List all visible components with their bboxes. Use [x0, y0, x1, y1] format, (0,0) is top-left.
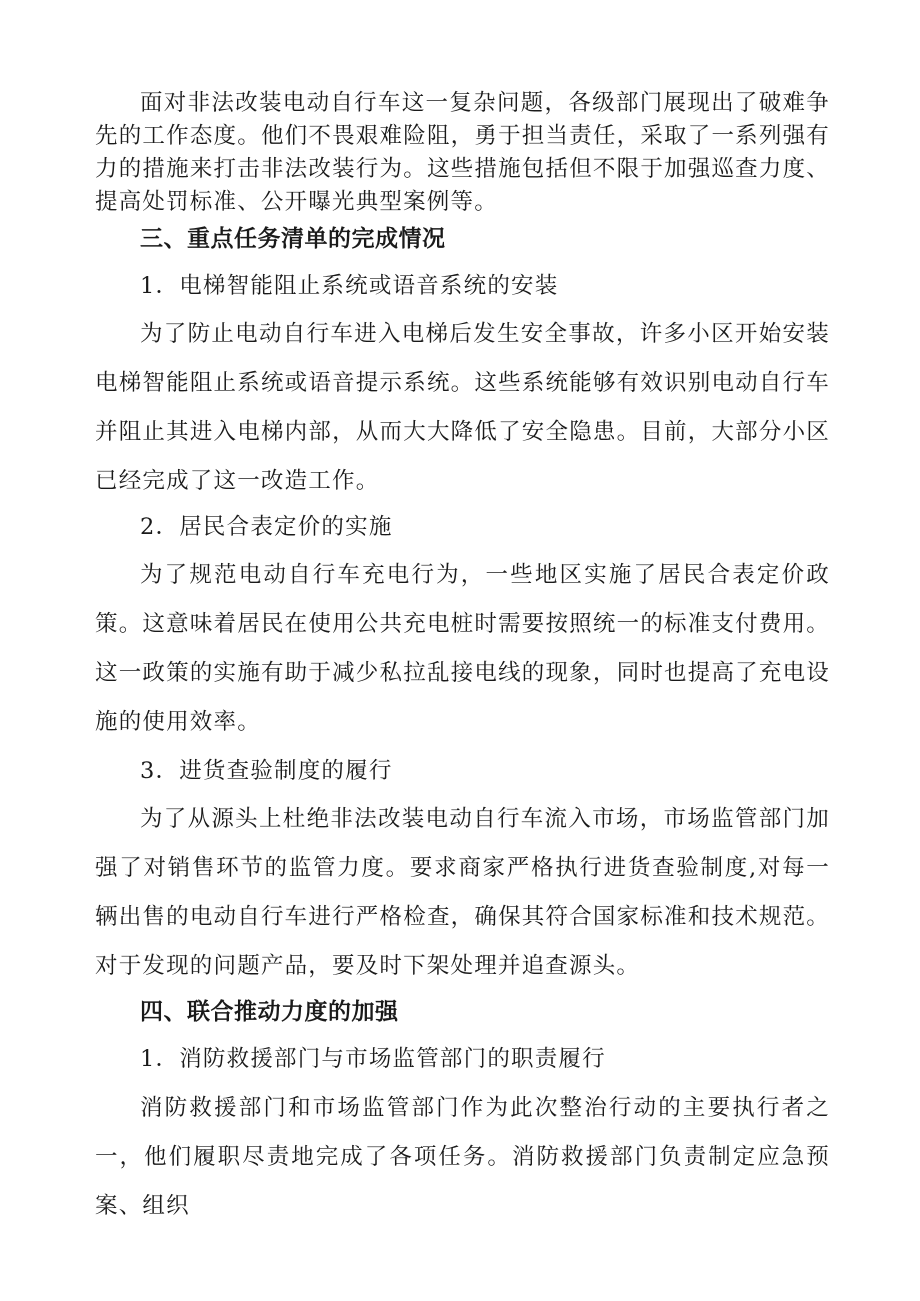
subheading-3-3: 3．进货查验制度的履行 — [140, 758, 393, 784]
paragraph-3-3: 为了从源头上杜绝非法改装电动自行车流入市场，市场监管部门加强了对销售环节的监管力度。要求商家严格执行进货查验制度,对每一辆出售的电动自行车进行严格检查，确保其符合国家标准和技术规范。对于发现的问题产品，要及时下架处理并追查源头。 — [95, 806, 830, 979]
subheading-3-1: 1．电梯智能阻止系统或语音系统的安装 — [140, 273, 559, 299]
paragraph-3-2: 为了规范电动自行车充电行为，一些地区实施了居民合表定价政策。这意味着居民在使用公共充电桩时需要按照统一的标准支付费用。这一政策的实施有助于减少私拉乱接电线的现象，同时也提高了充电设施的使用效率。 — [95, 562, 830, 735]
section-heading-4: 四、联合推动力度的加强 — [140, 999, 399, 1025]
paragraph-3-1: 为了防止电动自行车进入电梯后发生安全事故，许多小区开始安装电梯智能阻止系统或语音提示系统。这些系统能够有效识别电动自行车并阻止其进入电梯内部，从而大大降低了安全隐患。目前，大部分小区已经完成了这一改造工作。 — [95, 321, 830, 494]
paragraph-4-1: 消防救援部门和市场监管部门作为此次整治行动的主要执行者之一，他们履职尽责地完成了各项任务。消防救援部门负责制定应急预案、组织 — [95, 1095, 830, 1219]
intro-paragraph: 面对非法改装电动自行车这一复杂问题，各级部门展现出了破难争先的工作态度。他们不畏艰难险阻，勇于担当责任，采取了一系列强有力的措施来打击非法改装行为。这些措施包括但不限于加强巡查力度、提高处罚标准、公开曝光典型案例等。 — [95, 90, 830, 215]
subheading-3-2: 2．居民合表定价的实施 — [140, 514, 393, 540]
subheading-4-1: 1．消防救援部门与市场监管部门的职责履行 — [140, 1046, 606, 1072]
section-heading-3: 三、重点任务清单的完成情况 — [140, 226, 446, 252]
